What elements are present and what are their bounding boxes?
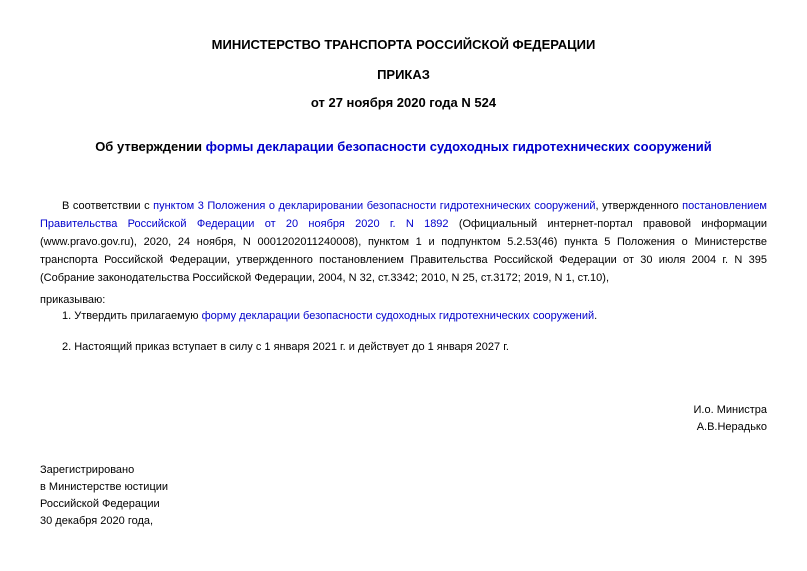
- document-type: ПРИКАЗ: [377, 67, 430, 82]
- order-word: приказываю:: [40, 294, 106, 306]
- document-date-number: от 27 ноября 2020 года N 524: [310, 95, 497, 110]
- order-item-2: 2. Настоящий приказ вступает в силу с 1 января 2021 г. и действует до 1 января 2027 г.: [62, 341, 509, 353]
- signatory-name: А.В.Нерадько: [696, 421, 767, 433]
- ministry-heading: МИНИСТЕРСТВО ТРАНСПОРТА РОССИЙСКОЙ ФЕДЕРАЦИИ: [211, 37, 596, 52]
- government-decree-link[interactable]: постановлением Правительства Российской Федерации от 20 ноября 2020 г. N 1892: [40, 200, 767, 230]
- preamble-paragraph: [40, 197, 767, 287]
- registration-block: [40, 462, 168, 530]
- item1-end: .: [594, 310, 598, 322]
- registration-line-4: 30 декабря 2020 года,: [40, 515, 154, 527]
- preamble-text-3: (Официальный интернет-портал правовой информации (www.pravo.gov.ru), 2020, 24 ноября, N 0001202011240008), пунктом 1 и подпунктом 5.2.53(46) пункта 5 Положения о Министерстве транспорта Российской Федерации, утвержденного постановлением Правительства Российской Федерации от 30 июля 2004 г. N 395 (Собрание законодательства Российской Федерации, 2004, N 32, ст.3342; 2010, N 25, ст.3172; 2019, N 1, ст.10),: [40, 218, 768, 284]
- signatory-position: И.о. Министра: [693, 404, 767, 416]
- registration-line-3: Российской Федерации: [40, 498, 160, 510]
- title-form-link[interactable]: формы декларации безопасности судоходных гидротехнических сооружений: [205, 139, 712, 154]
- regulation-clause-link[interactable]: пунктом 3 Положения о декларировании безопасности гидротехнических сооружений: [153, 200, 596, 212]
- registration-line-2: в Министерстве юстиции: [40, 481, 169, 493]
- document-title: [0, 139, 807, 154]
- preamble-text-1: В соответствии с: [62, 200, 154, 212]
- order-item-1: [62, 310, 597, 322]
- preamble-text-2: , утвержденного: [595, 200, 683, 212]
- item1-form-link[interactable]: форму декларации безопасности судоходных гидротехнических сооружений: [201, 310, 595, 322]
- item1-text: 1. Утвердить прилагаемую: [62, 310, 202, 322]
- signature-block: [694, 402, 768, 436]
- registration-line-1: Зарегистрировано: [40, 464, 135, 476]
- title-prefix: Об утверждении: [95, 139, 206, 154]
